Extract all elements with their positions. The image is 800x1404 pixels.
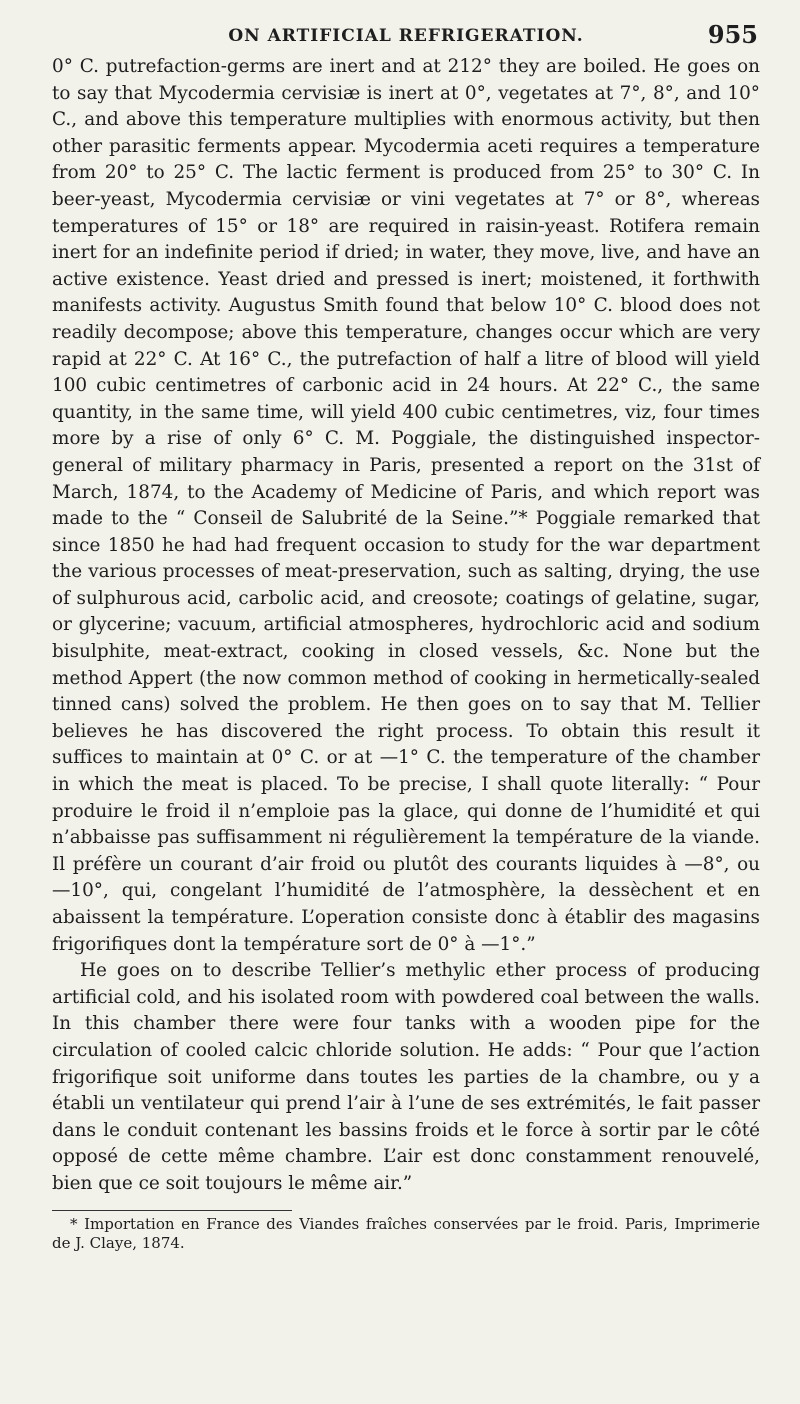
body-text	[52, 54, 760, 1198]
running-title: ON ARTIFICIAL REFRIGERATION.	[228, 26, 584, 46]
page-number: 955	[707, 20, 758, 49]
paragraph-1: 0° C. putrefaction-germs are inert and at 212° they are boiled. He goes on to say that Mycodermia cervisiæ is inert at 0°, vegetates at 7°, 8°, and 10° C., and above this temperature multiplies with enormous activity, but then other parasitic ferments appear. Mycodermia aceti requires a temperature from 20° to 25° C. The lactic ferment is produced from 25° to 30° C. In beer-yeast, Mycodermia cervisiæ or vini vegetates at 7° or 8°, whereas temperatures of 15° or 18° are required in raisin-yeast. Rotifera remain inert for an indefinite period if dried; in water, they move, live, and have an active existence. Yeast dried and pressed is inert; moistened, it forthwith manifests activity. Augustus Smith found that below 10° C. blood does not readily decompose; above this temperature, changes occur which are very rapid at 22° C. At 16° C., the putrefaction of half a litre of blood will yield 100 cubic centimetres of carbonic acid in 24 hours. At 22° C., the same quantity, in the same time, will yield 400 cubic centimetres, viz, four times more by a rise of only 6° C. M. Poggiale, the distinguished inspector-general of military pharmacy in Paris, presented a report on the 31st of March, 1874, to the Academy of Medicine of Paris, and which report was made to the “ Conseil de Salubrité de la Seine.”* Poggiale remarked that since 1850 he had had frequent occasion to study for the war department the various processes of meat-preservation, such as salting, drying, the use of sulphurous acid, carbolic acid, and creosote; coatings of gelatine, sugar, or glycerine; vacuum, artificial atmospheres, hydrochloric acid and sodium bisulphite, meat-extract, cooking in closed vessels, &c. None but the method Appert (the now common method of cooking in hermetically-sealed tinned cans) solved the problem. He then goes on to say that M. Tellier believes he has discovered the right process. To obtain this result it suffices to maintain at 0° C. or at —1° C. the temperature of the chamber in which the meat is placed. To be precise, I shall quote literally: “ Pour produire le froid il n’emploie pas la glace, qui donne de l’humidité et qui n’abbaisse pas suffisamment ni régulièrement la température de la viande. Il préfère un courant d’air froid ou plutôt des courants liquides à —8°, ou —10°, qui, congelant l’humidité de l’atmosphère, la dessèchent et en abaissent la température. L’operation consiste donc à établir des magasins frigorifiques dont la température sort de 0° à —1°.”	[52, 56, 760, 955]
paragraph-2: He goes on to describe Tellier’s methylic ether process of producing artificial cold, and his isolated room with powdered coal between the walls. In this chamber there were four tanks with a wooden pipe for the circulation of cooled calcic chloride solution. He adds: “ Pour que l’action frigorifique soit uniforme dans toutes les parties de la chambre, ou y a établi un ventilateur qui prend l’air à l’une de ses extrémités, le fait passer dans le conduit contenant les bassins froids et le force à sortir par le côté opposé de cette même chambre. L’air est donc constamment renouvelé, bien que ce soit toujours le même air.”	[52, 960, 760, 1194]
footnote: * Importation en France des Viandes fraîches conservées par le froid. Paris, Imprimerie de J. Claye, 1874.	[52, 1214, 760, 1252]
footnote-rule	[52, 1210, 292, 1211]
running-head	[52, 16, 760, 54]
